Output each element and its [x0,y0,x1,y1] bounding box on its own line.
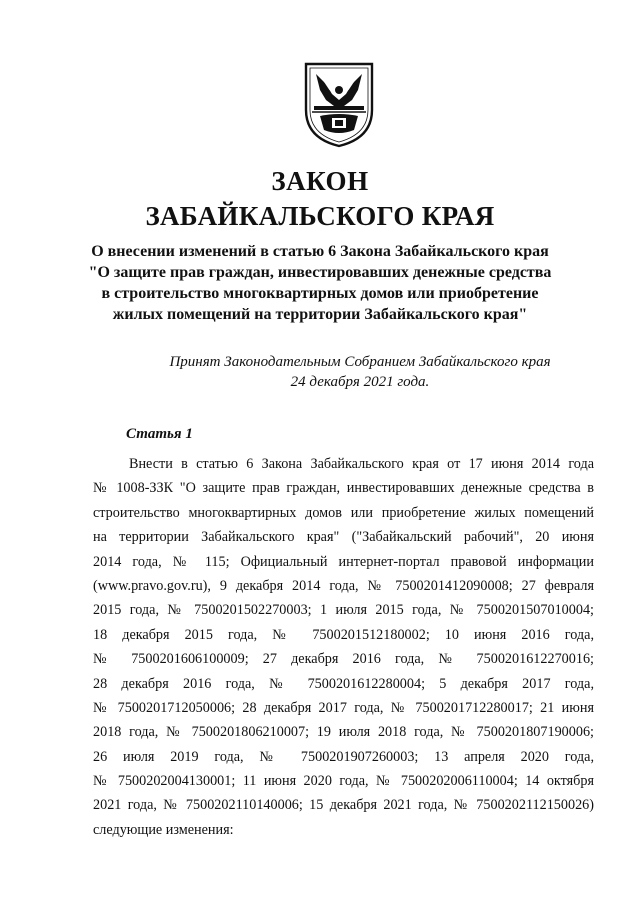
body-line: № 7500201606100009; 27 декабря 2016 года, № 7500201612270016; [93,651,594,668]
body-line: № 7500201712050006; 28 декабря 2017 года, № 7500201712280017; 21 июня [93,699,594,716]
document-title: ЗАКОН [271,166,369,196]
adoption-date: 24 декабря 2021 года. [290,374,430,390]
body-line: 28 декабря 2016 года, № 7500201612280004; 5 декабря 2017 года, [93,675,594,692]
body-line: следующие изменения: [93,821,234,838]
body-line: строительство многоквартирных домов или приобретение жилых помещений [93,504,594,521]
article-body [93,452,594,842]
adoption-note [100,352,620,392]
law-subtitle [60,241,580,325]
body-line: 2021 года, № 7500202110140006; 15 декабря 2021 года, № 7500202112150026) [93,797,594,814]
body-line: 2015 года, № 7500201502270003; 1 июля 2015 года, № 7500201507010004; [93,602,594,619]
subtitle-line: О внесении изменений в статью 6 Закона Забайкальского края [91,243,549,260]
body-line: 18 декабря 2015 года, № 7500201512180002; 10 июня 2016 года, [93,626,594,643]
body-line: 2018 года, № 7500201806210007; 19 июля 2018 года, № 7500201807190006; [93,724,594,741]
body-line: 26 июля 2019 года, № 7500201907260003; 13 апреля 2020 года, [93,748,594,765]
body-line: № 1008-ЗЗК "О защите прав граждан, инвестировавших денежные средства в [93,480,594,497]
subtitle-line: в строительство многоквартирных домов или приобретение [101,285,539,302]
adoption-line: Принят Законодательным Собранием Забайкальского края [169,354,551,370]
subtitle-line: жилых помещений на территории Забайкальского края" [112,306,528,323]
body-line: на территории Забайкальского края" ("Забайкальский рабочий", 20 июня [93,529,594,546]
body-line: Внести в статью 6 Закона Забайкальского края от 17 июня 2014 года [129,456,594,472]
body-line: 2014 года, № 115; Официальный интернет-портал правовой информации [93,553,594,570]
article-heading: Статья 1 [126,426,193,442]
body-line: (www.pravo.gov.ru), 9 декабря 2014 года, № 7500201412090008; 27 февраля [93,577,594,594]
subtitle-line: "О защите прав граждан, инвестировавших денежные средства [88,264,552,281]
body-line: № 7500202004130001; 11 июня 2020 года, № 7500202006110004; 14 октября [93,773,594,790]
document-title-region: ЗАБАЙКАЛЬСКОГО КРАЯ [145,201,495,231]
coat-of-arms-icon [302,60,376,148]
